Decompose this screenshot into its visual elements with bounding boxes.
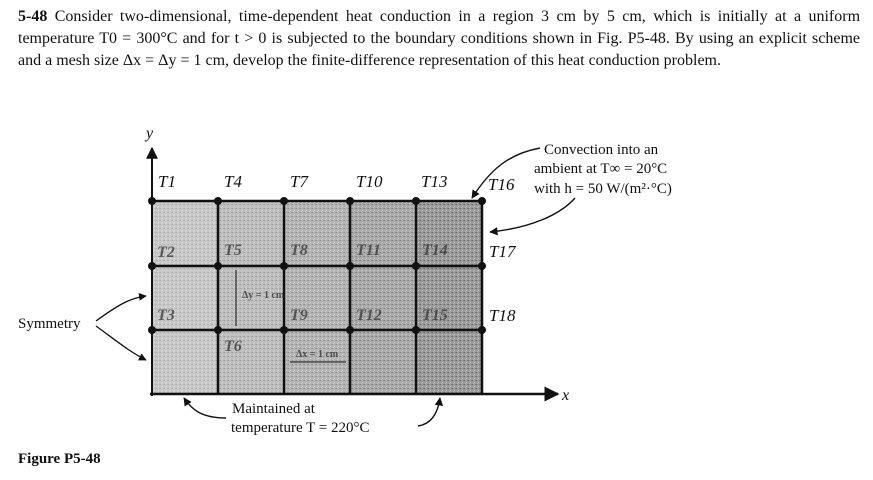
convection-line-2: ambient at T∞ = 20°C	[534, 161, 668, 177]
label-t2: T2	[157, 244, 175, 261]
label-t13: T13	[421, 172, 448, 191]
figure-caption: Figure P5-48	[18, 451, 101, 467]
convection-annotation	[534, 142, 672, 197]
convection-line-1: Convection into an	[544, 142, 659, 158]
convection-arrow-right	[490, 198, 575, 232]
label-t14: T14	[422, 242, 448, 259]
label-t10: T10	[356, 172, 383, 191]
domain-region	[152, 201, 482, 394]
label-t18: T18	[489, 306, 516, 325]
label-t7: T7	[290, 172, 308, 191]
label-t9: T9	[290, 307, 308, 324]
symmetry-arrow-lower	[96, 326, 146, 360]
problem-text: Consider two-dimensional, time-dependent heat conduction in a region 3 cm by 5 cm, which is initially at a uniform temperature T0 = 300°C and for t > 0 is subjected to the boundary conditions shown in Fig. P5-48. By using an explicit scheme and a mesh size Δx = Δy = 1 cm, develop the finite-difference representation of this heat conduction problem.	[18, 8, 861, 69]
y-axis-label: y	[146, 125, 154, 142]
label-t5: T5	[224, 242, 242, 259]
label-t12: T12	[356, 307, 382, 324]
label-t15: T15	[422, 307, 448, 324]
label-t11: T11	[356, 242, 381, 259]
label-t3: T3	[157, 307, 175, 324]
x-axis-label: x	[562, 387, 570, 404]
label-t17: T17	[489, 242, 516, 261]
label-t8: T8	[290, 242, 308, 259]
symmetry-label: Symmetry	[18, 316, 81, 332]
dy-label: Δy = 1 cm	[242, 290, 285, 301]
symmetry-arrow-upper	[96, 296, 146, 321]
bottom-boundary-annotation	[231, 401, 369, 436]
bottom-line-1: Maintained at	[232, 401, 315, 417]
top-node-labels	[158, 172, 515, 194]
bottom-arrow-left	[184, 398, 226, 418]
problem-number: 5-48	[18, 8, 48, 25]
label-t6: T6	[224, 338, 242, 355]
label-t4: T4	[224, 172, 242, 191]
convection-line-3: with h = 50 W/(m²·°C)	[534, 181, 672, 197]
bottom-line-2: temperature T = 220°C	[231, 420, 370, 436]
label-t16: T16	[488, 175, 515, 194]
bottom-arrow-right	[418, 398, 440, 426]
dx-label: Δx = 1 cm	[296, 349, 339, 360]
label-t1: T1	[158, 172, 176, 191]
